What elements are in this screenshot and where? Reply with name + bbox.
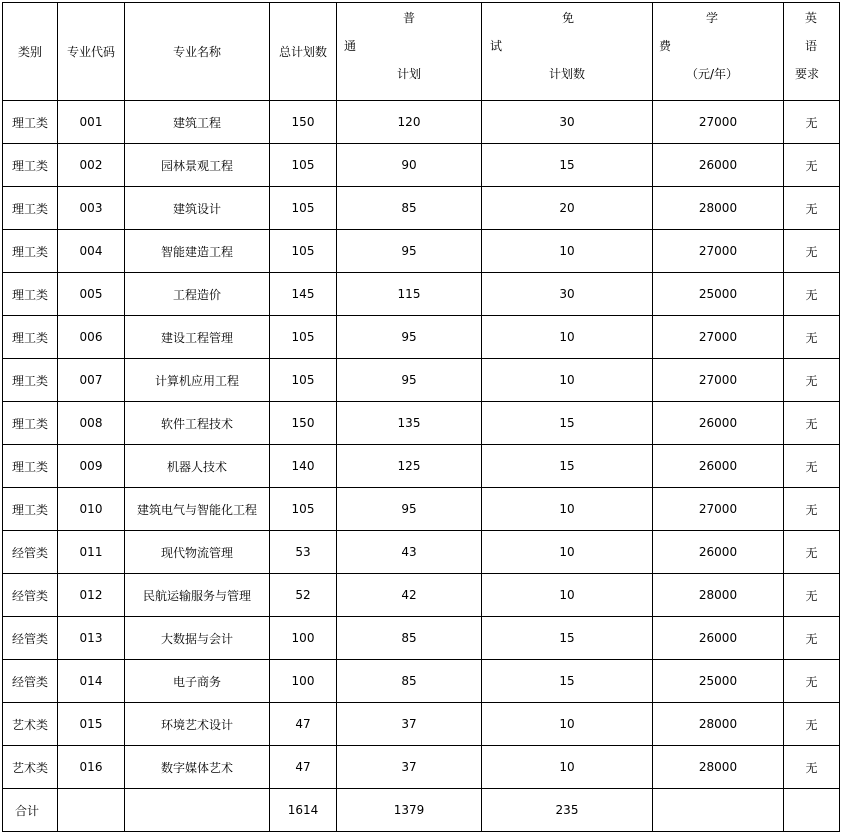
cell-regular-plan: 95 <box>337 230 482 273</box>
cell-tuition: 27000 <box>653 359 784 402</box>
cell-english: 无 <box>784 316 840 359</box>
cell-tuition: 26000 <box>653 445 784 488</box>
cell-exempt-plan: 10 <box>482 746 653 789</box>
table-row <box>3 316 840 359</box>
cell-english: 无 <box>784 187 840 230</box>
table-row <box>3 273 840 316</box>
cell-code: 004 <box>58 230 125 273</box>
cell-tuition: 28000 <box>653 703 784 746</box>
cell-name: 现代物流管理 <box>125 531 270 574</box>
cell-category: 理工类 <box>3 402 58 445</box>
cell-regular-plan: 37 <box>337 703 482 746</box>
cell-code: 016 <box>58 746 125 789</box>
header-name: 专业名称 <box>125 3 270 101</box>
table-row <box>3 488 840 531</box>
cell-regular-plan: 37 <box>337 746 482 789</box>
cell-regular-plan: 125 <box>337 445 482 488</box>
cell-exempt-plan: 10 <box>482 488 653 531</box>
cell-total-plan: 145 <box>270 273 337 316</box>
cell-name: 建筑电气与智能化工程 <box>125 488 270 531</box>
cell-category: 理工类 <box>3 445 58 488</box>
cell-exempt-plan: 30 <box>482 273 653 316</box>
cell-english: 无 <box>784 273 840 316</box>
cell-tuition: 28000 <box>653 574 784 617</box>
header-tuition-line1: 学 <box>706 11 719 25</box>
cell-name: 电子商务 <box>125 660 270 703</box>
cell-tuition: 27000 <box>653 230 784 273</box>
cell-exempt-plan: 15 <box>482 144 653 187</box>
header-regular-plan <box>337 3 482 101</box>
cell-tuition: 26000 <box>653 617 784 660</box>
cell-tuition: 26000 <box>653 531 784 574</box>
header-exempt-plan-line2: 试 <box>490 39 503 53</box>
header-tuition-line2: 费 <box>659 39 672 53</box>
cell-category: 理工类 <box>3 488 58 531</box>
cell-total-plan: 47 <box>270 746 337 789</box>
header-exempt-plan <box>482 3 653 101</box>
table-row <box>3 660 840 703</box>
cell-regular-plan: 85 <box>337 187 482 230</box>
cell-total-plan: 150 <box>270 101 337 144</box>
header-regular-plan-line2: 通 <box>344 39 357 53</box>
cell-code: 014 <box>58 660 125 703</box>
total-tuition-empty <box>653 789 784 832</box>
header-regular-plan-line1: 普 <box>403 11 416 25</box>
header-exempt-plan-line1: 免 <box>562 11 575 25</box>
cell-total-plan: 150 <box>270 402 337 445</box>
cell-category: 经管类 <box>3 660 58 703</box>
table-row <box>3 574 840 617</box>
cell-total-plan: 53 <box>270 531 337 574</box>
cell-regular-plan: 95 <box>337 488 482 531</box>
total-row <box>3 789 840 832</box>
cell-name: 园林景观工程 <box>125 144 270 187</box>
cell-tuition: 26000 <box>653 402 784 445</box>
cell-total-plan: 105 <box>270 316 337 359</box>
cell-exempt-plan: 10 <box>482 359 653 402</box>
cell-tuition: 27000 <box>653 101 784 144</box>
cell-name: 工程造价 <box>125 273 270 316</box>
cell-regular-plan: 85 <box>337 617 482 660</box>
cell-category: 经管类 <box>3 531 58 574</box>
cell-english: 无 <box>784 101 840 144</box>
cell-code: 012 <box>58 574 125 617</box>
cell-regular-plan: 43 <box>337 531 482 574</box>
cell-name: 建筑工程 <box>125 101 270 144</box>
cell-code: 011 <box>58 531 125 574</box>
header-english-line2: 语 <box>805 39 818 53</box>
cell-tuition: 25000 <box>653 273 784 316</box>
cell-category: 理工类 <box>3 144 58 187</box>
cell-exempt-plan: 10 <box>482 703 653 746</box>
total-name-empty <box>125 789 270 832</box>
header-english <box>784 3 840 101</box>
cell-total-plan: 105 <box>270 144 337 187</box>
cell-code: 009 <box>58 445 125 488</box>
cell-tuition: 28000 <box>653 746 784 789</box>
cell-english: 无 <box>784 488 840 531</box>
cell-code: 001 <box>58 101 125 144</box>
cell-category: 艺术类 <box>3 746 58 789</box>
table-row <box>3 617 840 660</box>
cell-name: 计算机应用工程 <box>125 359 270 402</box>
cell-tuition: 25000 <box>653 660 784 703</box>
cell-code: 015 <box>58 703 125 746</box>
header-row <box>3 3 840 101</box>
header-english-line3: 要求 <box>795 67 820 81</box>
cell-exempt-plan: 10 <box>482 531 653 574</box>
cell-code: 002 <box>58 144 125 187</box>
cell-category: 理工类 <box>3 187 58 230</box>
cell-english: 无 <box>784 531 840 574</box>
cell-category: 理工类 <box>3 316 58 359</box>
table-row <box>3 445 840 488</box>
header-category: 类别 <box>3 3 58 101</box>
cell-english: 无 <box>784 574 840 617</box>
cell-tuition: 26000 <box>653 144 784 187</box>
table-row <box>3 531 840 574</box>
cell-code: 005 <box>58 273 125 316</box>
cell-name: 机器人技术 <box>125 445 270 488</box>
total-exempt-sum: 235 <box>482 789 653 832</box>
cell-english: 无 <box>784 144 840 187</box>
cell-regular-plan: 95 <box>337 316 482 359</box>
cell-exempt-plan: 15 <box>482 660 653 703</box>
header-tuition <box>653 3 784 101</box>
cell-exempt-plan: 10 <box>482 230 653 273</box>
total-plan-sum: 1614 <box>270 789 337 832</box>
cell-total-plan: 47 <box>270 703 337 746</box>
header-exempt-plan-line3: 计划数 <box>549 67 586 81</box>
cell-english: 无 <box>784 617 840 660</box>
cell-category: 理工类 <box>3 230 58 273</box>
enrollment-plan-table <box>2 2 840 832</box>
table-row <box>3 359 840 402</box>
cell-name: 民航运输服务与管理 <box>125 574 270 617</box>
cell-tuition: 27000 <box>653 488 784 531</box>
cell-tuition: 28000 <box>653 187 784 230</box>
table-body <box>3 101 840 832</box>
cell-english: 无 <box>784 230 840 273</box>
table-row <box>3 101 840 144</box>
cell-english: 无 <box>784 703 840 746</box>
cell-code: 006 <box>58 316 125 359</box>
cell-category: 理工类 <box>3 101 58 144</box>
table-row <box>3 703 840 746</box>
cell-total-plan: 100 <box>270 660 337 703</box>
table-row <box>3 402 840 445</box>
header-regular-plan-line3: 计划 <box>397 67 422 81</box>
cell-regular-plan: 115 <box>337 273 482 316</box>
cell-exempt-plan: 15 <box>482 617 653 660</box>
cell-name: 建设工程管理 <box>125 316 270 359</box>
cell-regular-plan: 85 <box>337 660 482 703</box>
cell-category: 艺术类 <box>3 703 58 746</box>
header-code: 专业代码 <box>58 3 125 101</box>
cell-regular-plan: 135 <box>337 402 482 445</box>
cell-english: 无 <box>784 445 840 488</box>
cell-code: 010 <box>58 488 125 531</box>
cell-english: 无 <box>784 660 840 703</box>
cell-total-plan: 52 <box>270 574 337 617</box>
cell-regular-plan: 90 <box>337 144 482 187</box>
cell-name: 环境艺术设计 <box>125 703 270 746</box>
cell-regular-plan: 120 <box>337 101 482 144</box>
cell-name: 建筑设计 <box>125 187 270 230</box>
cell-regular-plan: 95 <box>337 359 482 402</box>
cell-exempt-plan: 30 <box>482 101 653 144</box>
cell-exempt-plan: 10 <box>482 574 653 617</box>
cell-code: 003 <box>58 187 125 230</box>
cell-total-plan: 105 <box>270 359 337 402</box>
cell-total-plan: 105 <box>270 230 337 273</box>
total-code-empty <box>58 789 125 832</box>
table-row <box>3 230 840 273</box>
cell-exempt-plan: 15 <box>482 445 653 488</box>
cell-regular-plan: 42 <box>337 574 482 617</box>
cell-total-plan: 100 <box>270 617 337 660</box>
table-row <box>3 187 840 230</box>
cell-name: 数字媒体艺术 <box>125 746 270 789</box>
cell-code: 013 <box>58 617 125 660</box>
cell-category: 理工类 <box>3 359 58 402</box>
header-total-plan: 总计划数 <box>270 3 337 101</box>
cell-category: 理工类 <box>3 273 58 316</box>
total-label: 合计 <box>3 789 58 832</box>
table-row <box>3 746 840 789</box>
cell-english: 无 <box>784 359 840 402</box>
cell-exempt-plan: 10 <box>482 316 653 359</box>
header-tuition-line3: （元/年） <box>686 67 739 81</box>
cell-name: 大数据与会计 <box>125 617 270 660</box>
table-row <box>3 144 840 187</box>
cell-category: 经管类 <box>3 574 58 617</box>
total-regular-sum: 1379 <box>337 789 482 832</box>
total-english-empty <box>784 789 840 832</box>
cell-name: 智能建造工程 <box>125 230 270 273</box>
cell-tuition: 27000 <box>653 316 784 359</box>
cell-english: 无 <box>784 402 840 445</box>
cell-exempt-plan: 15 <box>482 402 653 445</box>
cell-exempt-plan: 20 <box>482 187 653 230</box>
cell-total-plan: 105 <box>270 187 337 230</box>
cell-category: 经管类 <box>3 617 58 660</box>
header-english-line1: 英 <box>805 11 818 25</box>
cell-english: 无 <box>784 746 840 789</box>
cell-total-plan: 140 <box>270 445 337 488</box>
cell-code: 008 <box>58 402 125 445</box>
cell-name: 软件工程技术 <box>125 402 270 445</box>
cell-total-plan: 105 <box>270 488 337 531</box>
cell-code: 007 <box>58 359 125 402</box>
